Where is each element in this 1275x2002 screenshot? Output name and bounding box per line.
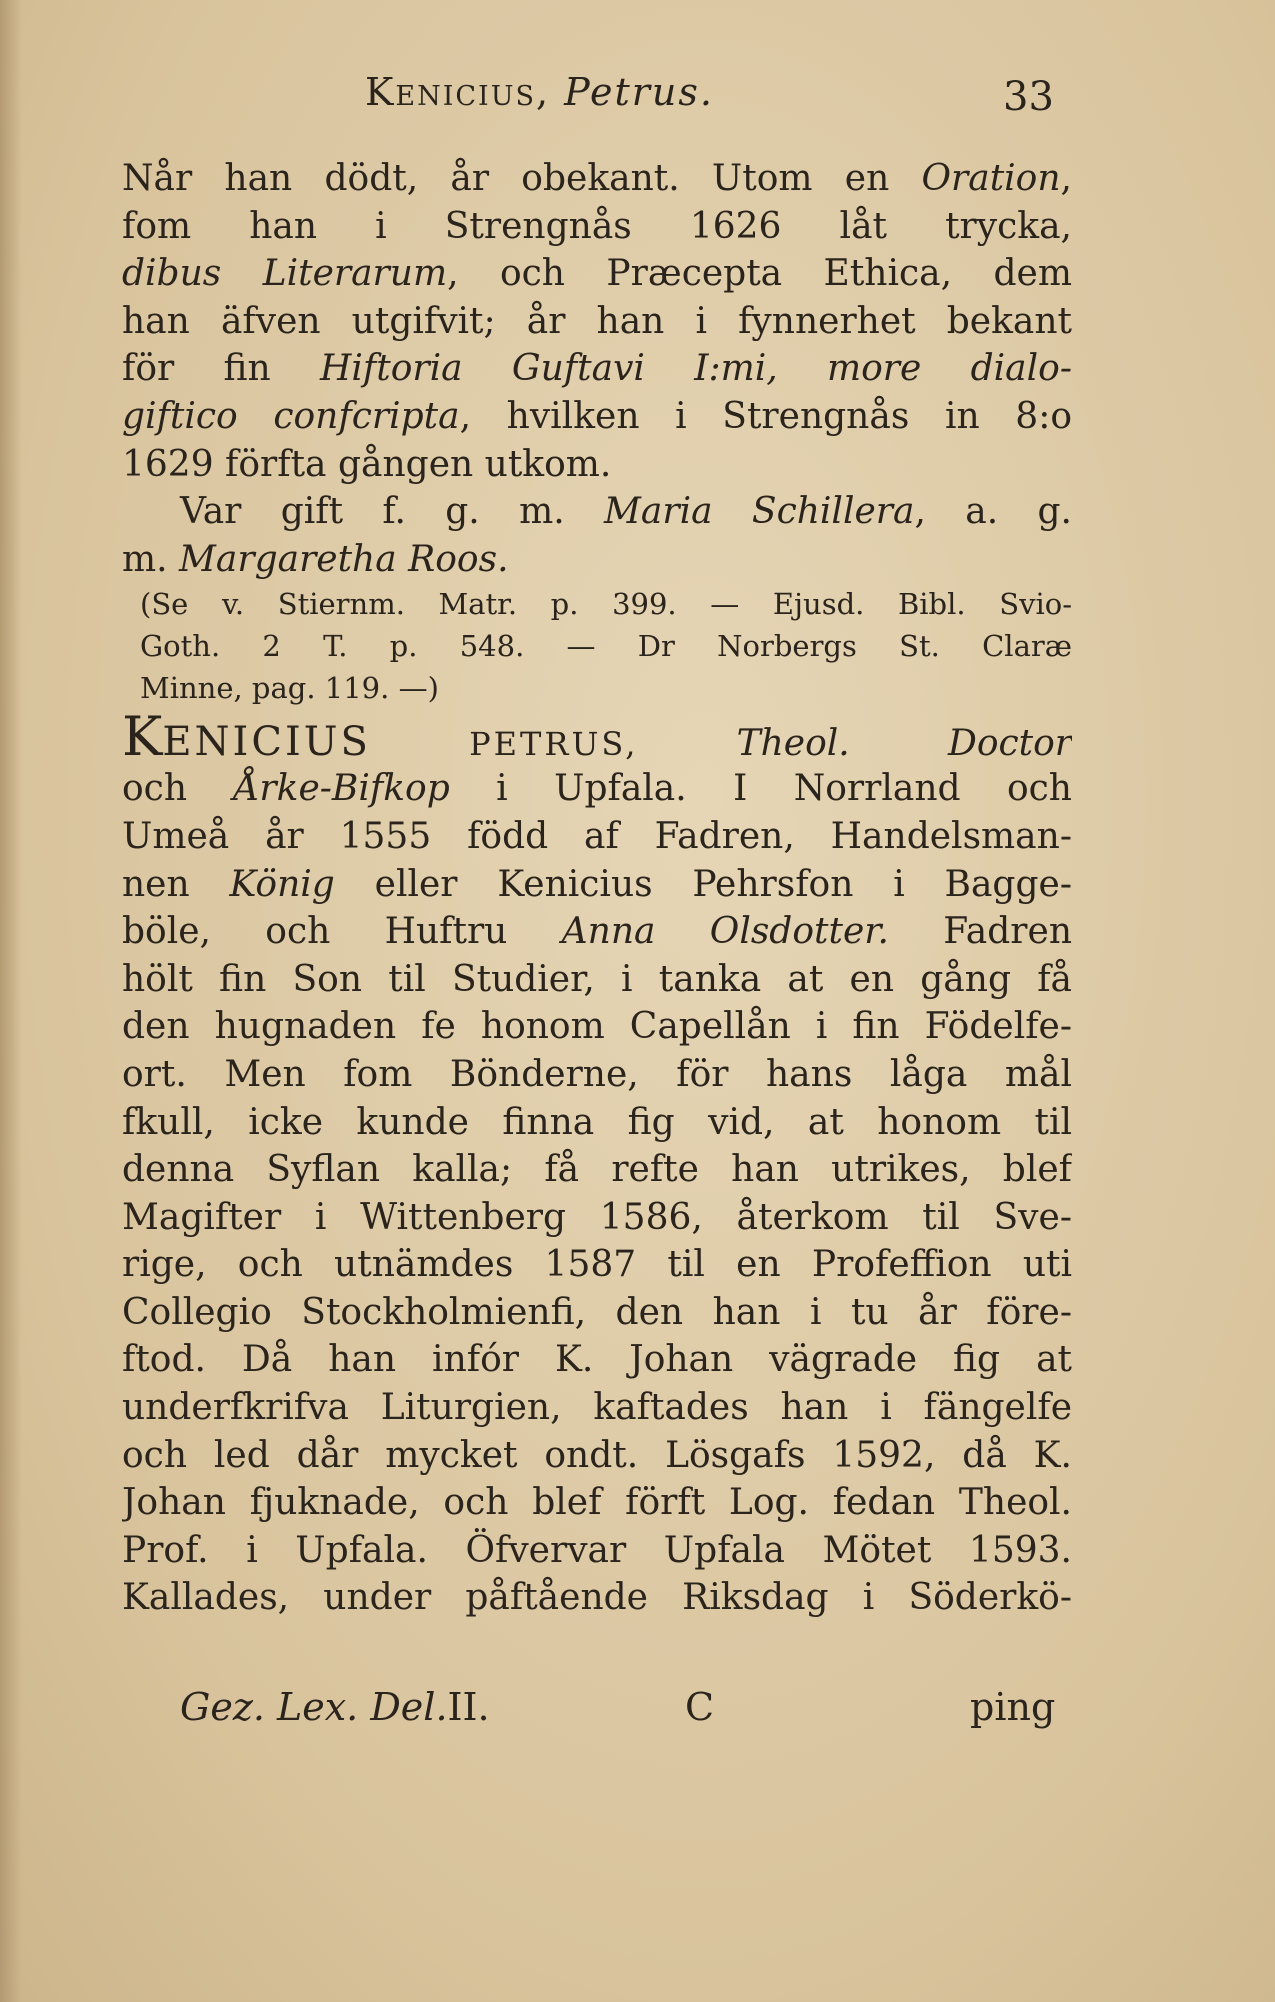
italic-span: Maria Schillera [604, 491, 915, 533]
headword-title: Theol. Doctor [736, 723, 1072, 765]
signature-italic: Gez. Lex. Del. [180, 1685, 448, 1729]
text-line: fkull, icke kunde finna fig vid, at honom til [122, 1101, 1072, 1143]
italic-span: Årke-Bifkop [233, 768, 450, 810]
text-line [122, 250, 1072, 298]
text-line: rige, och utnämdes 1587 til en Profeffion uti [122, 1244, 1072, 1286]
reference-line: Minne, pag. 119. —) [140, 671, 439, 706]
text-line [122, 203, 1072, 251]
text-line [122, 155, 1072, 203]
text-line: underfkrifva Liturgien, kaftades han i fängelfe [122, 1387, 1072, 1429]
text-line: Collegio Stockholmienfi, den han i tu år före- [122, 1291, 1072, 1333]
italic-span: Margaretha Roos. [179, 538, 509, 580]
italic-span: Oration [921, 158, 1061, 199]
text-span: m. [122, 538, 180, 580]
text-line [122, 488, 1072, 536]
italic-span: dibus Literarum [122, 253, 448, 295]
reference-line: Goth. 2 T. p. 548. — Dr Norbergs St. Claræ [140, 629, 1072, 664]
running-head [0, 60, 1275, 120]
text-span: Fadren [888, 911, 1072, 953]
text-line: ort. Men fom Bönderne, för hans låga mål [122, 1053, 1072, 1095]
text-span: , och Præcepta Ethica, dem [447, 253, 1072, 295]
text-line [122, 345, 1072, 393]
running-title: Kenicius, Petrus. [365, 70, 714, 114]
headword-forename: PETRUS, [469, 725, 639, 764]
signature-mark: C [685, 1685, 715, 1729]
page-footer [180, 1685, 1080, 1735]
text-span: , hvilken i Strengnås in 8:o [459, 395, 1072, 437]
text-span: i Upfala. I Norrland och [449, 768, 1072, 810]
headword-initial: K [122, 709, 163, 766]
reference-line: (Se v. Stiernm. Matr. p. 399. — Ejusd. Bibl. Svio- [140, 587, 1072, 622]
running-title-main: Kenicius [365, 70, 536, 114]
headword-rest: ENICIUS [162, 719, 371, 766]
text-span: Var gift f. g. m. [180, 491, 605, 533]
text-line: Kallades, under påftående Riksdag i Söderkö- [122, 1577, 1072, 1619]
text-line [122, 908, 1072, 956]
text-line [122, 393, 1072, 441]
text-line [122, 298, 1072, 346]
text-line: denna Syflan kalla; få refte han utrikes, blef [122, 1149, 1072, 1191]
text-line: Johan fjuknade, och blef förft Log. fedan Theol. [122, 1482, 1072, 1524]
text-span: Når han dödt, år obekant. Utom en [122, 158, 922, 199]
text-line: den hugnaden fe honom Capellån i fin Födelfe- [122, 1006, 1072, 1048]
text-body [122, 155, 1072, 1622]
text-span: nen [122, 863, 230, 905]
text-line: Umeå år 1555 född af Fadren, Handelsman- [122, 815, 1072, 857]
page-number: 33 [1003, 74, 1054, 120]
italic-span: giftico confcripta [122, 395, 460, 437]
text-line: hölt fin Son til Studier, i tanka at en gång få [122, 958, 1072, 1000]
italic-span: Anna Olsdotter. [561, 911, 889, 953]
italic-span: König [229, 863, 335, 905]
text-span: han äfven utgifvit; år han i fynnerhet bekant [122, 300, 1072, 342]
text-span: fom han i Strengnås 1626 låt trycka, [122, 205, 1072, 247]
text-line: Magifter i Wittenberg 1586, återkom til Sve- [122, 1196, 1072, 1238]
text-line [122, 765, 1072, 813]
text-line [122, 441, 1072, 489]
text-span: eller Kenicius Pehrsfon i Bagge- [334, 863, 1072, 905]
catchword: ping [970, 1685, 1056, 1729]
text-line [122, 861, 1072, 909]
italic-span: Hiftoria Guftavi I:mi, more dialo- [320, 348, 1072, 390]
text-line [122, 536, 1072, 584]
text-line: ftod. Då han infór K. Johan vägrade fig at [122, 1339, 1072, 1381]
signature-volume: II. [447, 1685, 490, 1729]
text-span: för fin [122, 348, 321, 390]
running-title-italic: Petrus. [564, 70, 714, 114]
text-line: och led dår mycket ondt. Lösgafs 1592, då K. [122, 1434, 1072, 1476]
text-span: böle, och Huftru [122, 911, 562, 953]
text-span: 1629 förfta gången utkom. [122, 443, 612, 485]
entry-headword-line [122, 709, 1072, 765]
signature-line [180, 1685, 490, 1729]
text-span: , [1060, 158, 1072, 199]
text-span: , a. g. [914, 491, 1072, 533]
text-line: Prof. i Upfala. Öfvervar Upfala Mötet 1593. [122, 1529, 1072, 1571]
text-span: och [122, 768, 234, 810]
